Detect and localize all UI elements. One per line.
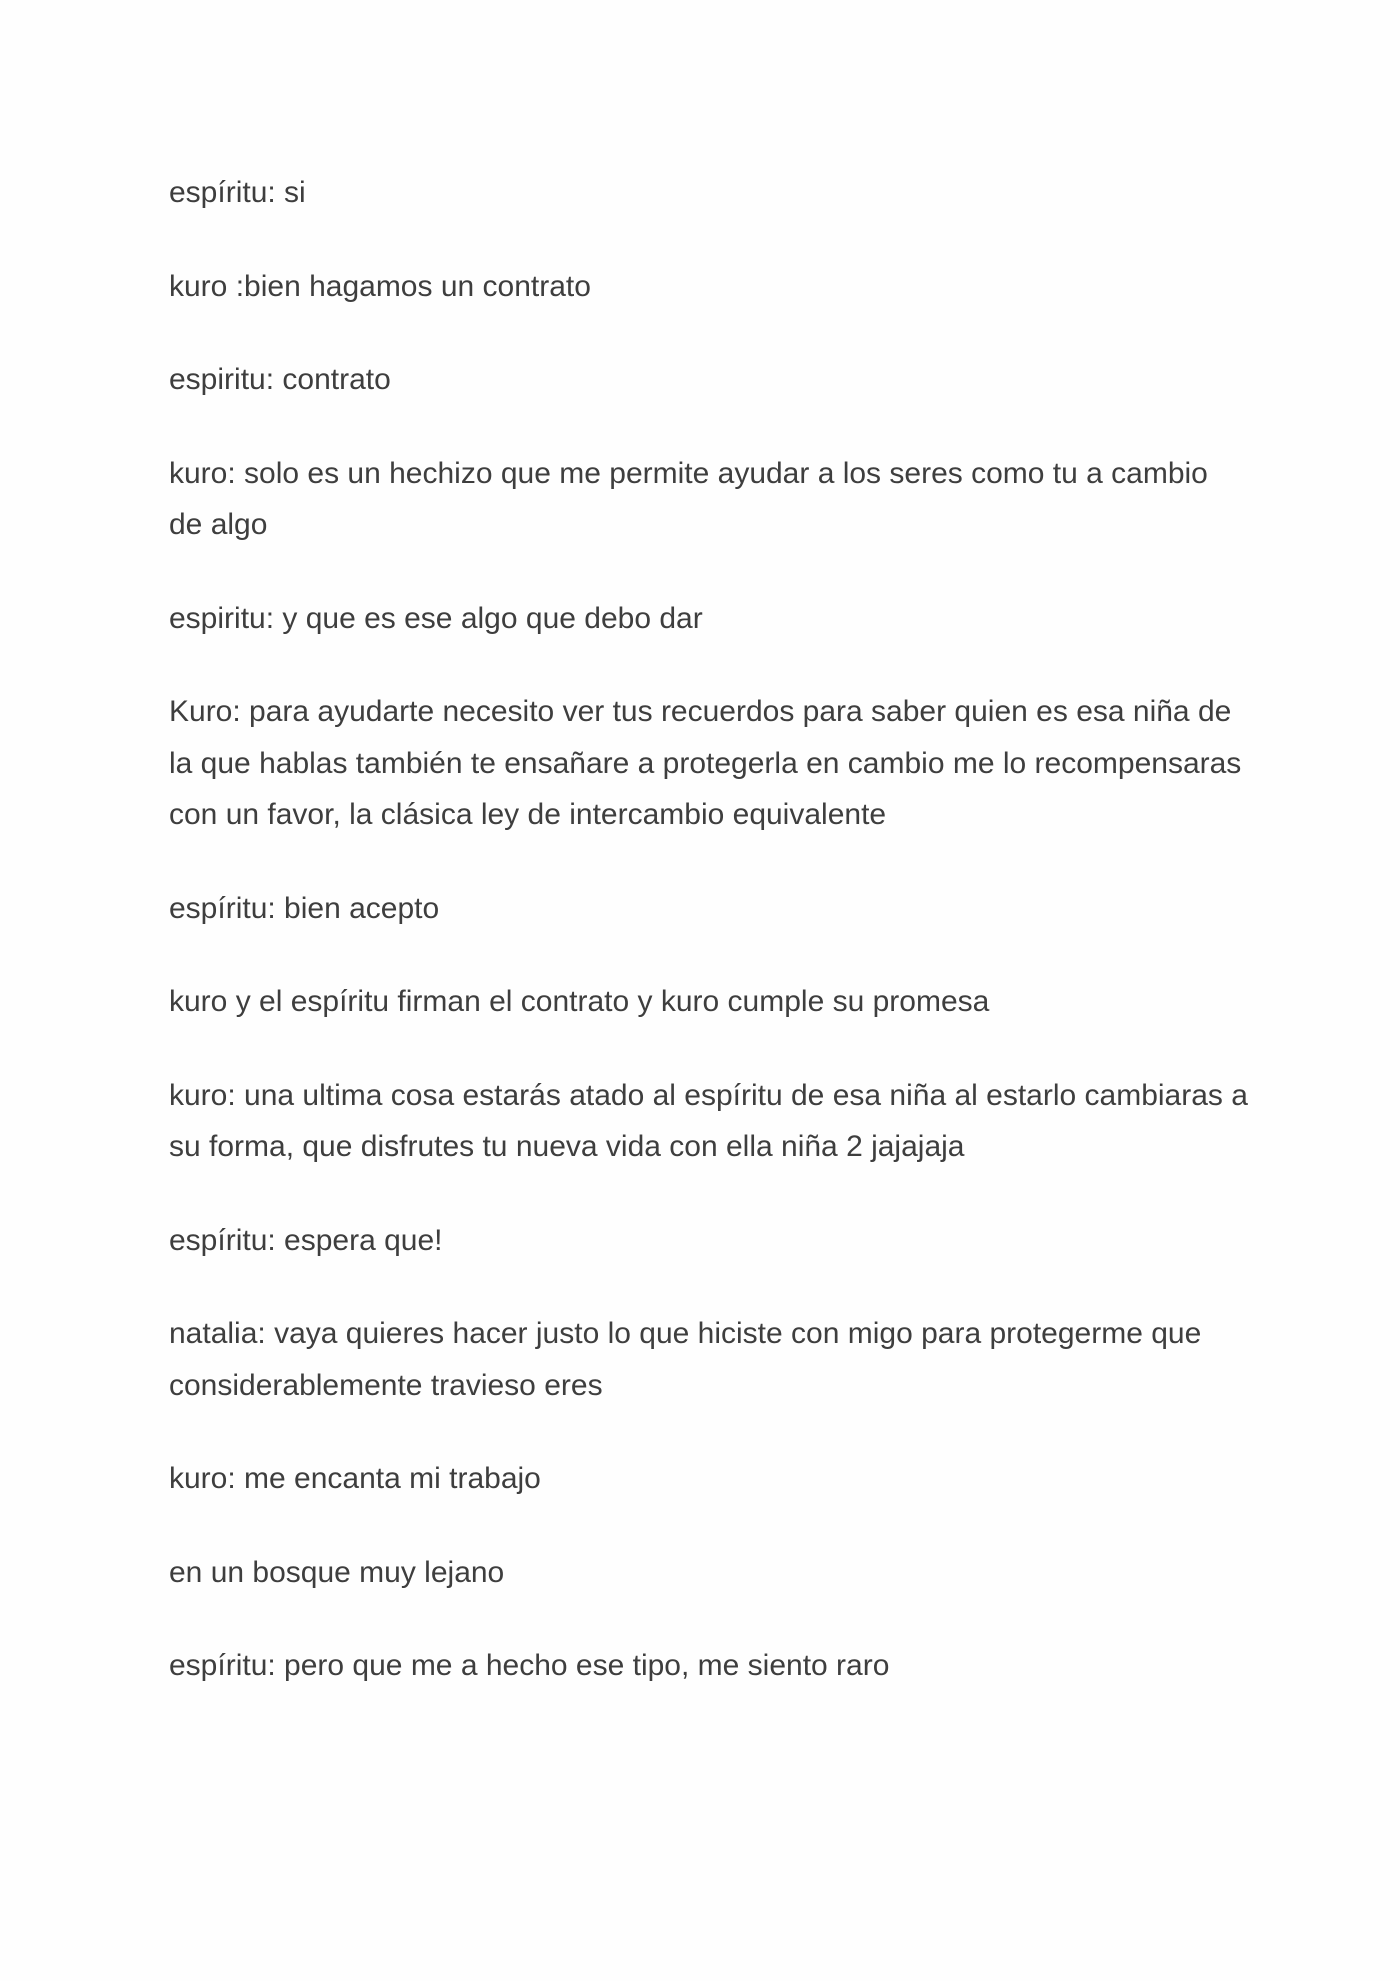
paragraph: espíritu: espera que! [169,1223,443,1257]
paragraph: kuro y el espíritu firman el contrato y kuro cumple su promesa [169,985,990,1018]
paragraph: kuro: me encanta mi trabajo [169,1462,541,1495]
paragraph: espiritu: contrato [169,363,391,396]
paragraph: en un bosque muy lejano [169,1555,505,1589]
paragraph: espíritu: si [169,176,306,209]
paragraph: espiritu: y que es ese algo que debo dar [169,601,703,635]
paragraph: kuro: solo es un hechizo que me permite ayudar a los seres como tu a cambio de algo [169,456,1208,541]
paragraph: espíritu: bien acepto [169,891,440,925]
paragraph: natalia: vaya quieres hacer justo lo que hiciste con migo para protegerme que considerablemente travieso eres [169,1317,1202,1402]
paragraph: kuro :bien hagamos un contrato [169,269,591,303]
paragraph: espíritu: pero que me a hecho ese tipo, me siento raro [169,1649,890,1682]
document-body [169,167,1249,1734]
paragraph: kuro: una ultima cosa estarás atado al espíritu de esa niña al estarlo cambiaras a su forma, que disfrutes tu nueva vida con ella niña 2 jajajaja [169,1078,1248,1163]
paragraph: Kuro: para ayudarte necesito ver tus recuerdos para saber quien es esa niña de la que hablas también te ensañare a protegerla en cambio me lo recompensaras con un favor, la clásica ley de intercambio equivalente [169,695,1242,831]
